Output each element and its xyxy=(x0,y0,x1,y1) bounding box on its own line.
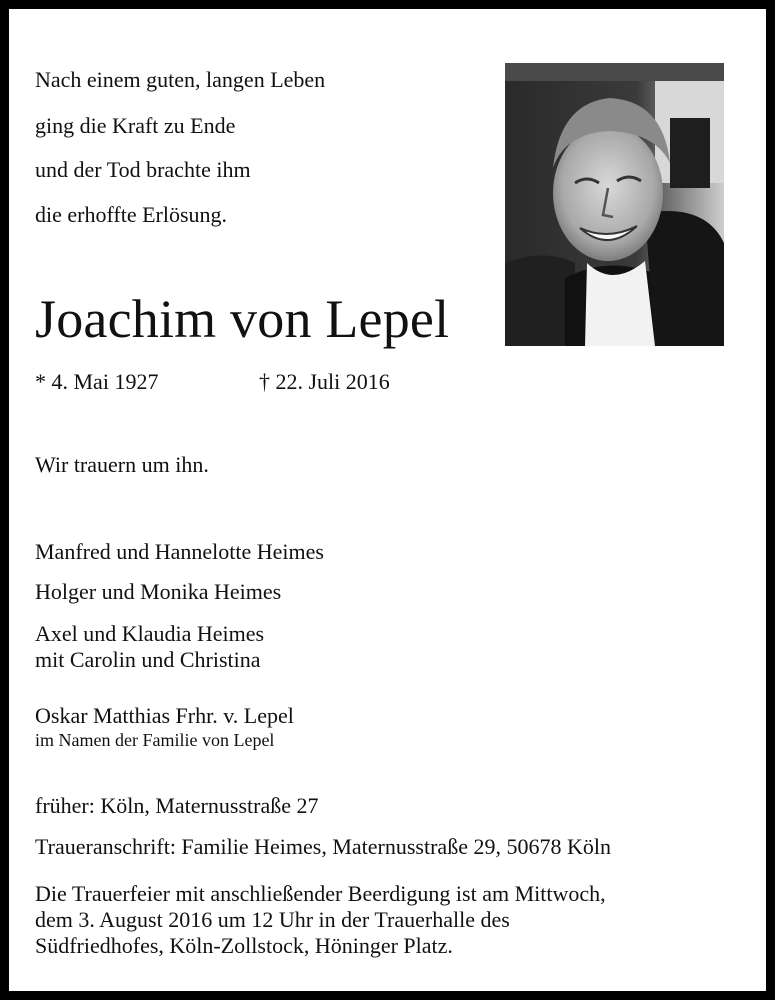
poem-line-2: ging die Kraft zu Ende xyxy=(35,113,236,138)
mourner-line-3: Axel und Klaudia Heimes xyxy=(35,621,265,646)
mourning-line: Wir trauern um ihn. xyxy=(35,452,209,477)
poem-line-4: die erhoffte Erlösung. xyxy=(35,202,228,227)
deceased-name: Joachim von Lepel xyxy=(35,289,450,349)
funeral-line-3: Südfriedhofes, Köln-Zollstock, Höninger Platz. xyxy=(35,933,453,958)
former-address: früher: Köln, Maternusstraße 27 xyxy=(35,793,319,818)
poem-line-3: und der Tod brachte ihm xyxy=(35,157,251,182)
mourning-address: Traueranschrift: Familie Heimes, Maternusstraße 29, 50678 Köln xyxy=(35,834,611,859)
poem-line-1: Nach einem guten, langen Leben xyxy=(35,67,326,92)
birth-date: * 4. Mai 1927 xyxy=(35,369,159,394)
mourner-line-1: Manfred und Hannelotte Heimes xyxy=(35,539,324,564)
mourner-line-5: Oskar Matthias Frhr. v. Lepel xyxy=(35,703,294,728)
funeral-line-2: dem 3. August 2016 um 12 Uhr in der Trauerhalle des xyxy=(35,907,510,932)
mourner-line-4: mit Carolin und Christina xyxy=(35,647,261,672)
mourner-line-2: Holger und Monika Heimes xyxy=(35,579,282,604)
portrait-image xyxy=(505,63,724,346)
funeral-line-1: Die Trauerfeier mit anschließender Beerdigung ist am Mittwoch, xyxy=(35,881,606,906)
death-date: † 22. Juli 2016 xyxy=(259,369,390,394)
mourner-line-6: im Namen der Familie von Lepel xyxy=(35,730,275,750)
portrait-photo xyxy=(505,63,724,346)
